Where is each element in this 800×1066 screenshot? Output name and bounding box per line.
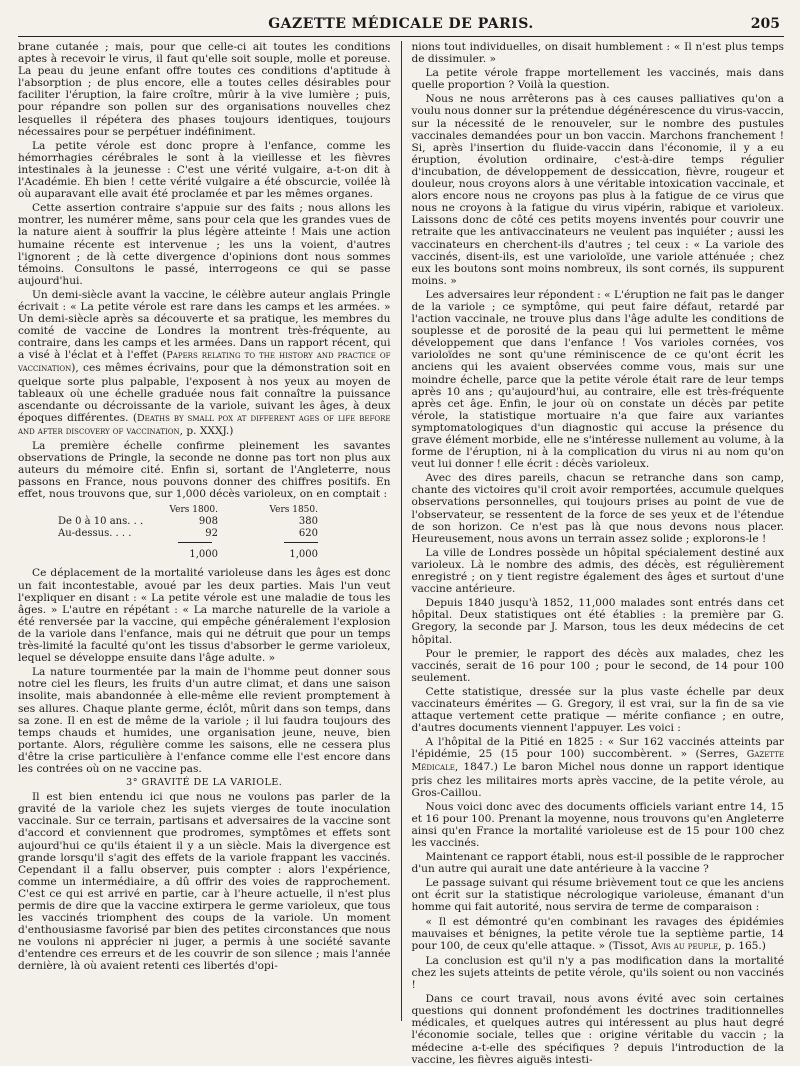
paragraph: Dans ce court travail, nous avons évité avec soin certaines questions qui donnent profondément les doctrines traditionnelles médicales, et quelques autres qui intéressent au plus haut degré l'économie sociale, telles que : origine véritable du vaccin ; la médecine a-t-elle des spécifiques ? depuis l'introduction de la vaccine, les fièvres aiguës intesti- bbox=[411, 993, 784, 1066]
paragraph: Maintenant ce rapport établi, nous est-il possible de le rapprocher d'un autre qui aurait une date antérieure à la vaccine ? bbox=[411, 851, 784, 876]
table-cell bbox=[58, 504, 148, 516]
table-header-cell: Vers 1800. bbox=[169, 505, 218, 516]
paragraph: Le passage suivant qui résume brièvement tout ce que les anciens ont écrit sur la statistique nécrologique varioleuse, émanant d'un homme qui fait autorité, nous servira de terme de comparaison : bbox=[411, 877, 784, 914]
table-rule bbox=[178, 542, 318, 543]
table-cell bbox=[58, 549, 148, 561]
column-divider bbox=[401, 41, 402, 1021]
table-cell: 92 bbox=[205, 528, 218, 540]
paragraph: Avec des dires pareils, chacun se retranche dans son camp, chante des victoires qu'il croit avoir remportées, accumule quelques observations personnelles, qui toujours prises au point de vue de l'observateur, se ressentent de la force de ses yeux et de l'étendue de son horizon. Ce n'est pas là que nous devons nous placer. Heureusement, nous avons un terrain assez solide ; explorons-le ! bbox=[411, 472, 784, 545]
paragraph bbox=[18, 289, 391, 438]
page-number: 205 bbox=[750, 16, 780, 32]
mortality-table bbox=[58, 504, 318, 561]
paragraph-text: Un demi-siècle avant la vaccine, le célèbre auteur anglais Pringle écrivait : « La petite vérole est rare dans les camps et les armées. » Un demi-siècle après sa découverte et sa pratique, les membres du comité de vaccine de Londres la montrent très-fréquente, au contraire, dans les camps et les armées. Dans un rapport récent, qui a visé à l'éclat et à l'effet ( bbox=[18, 288, 391, 362]
page-header bbox=[18, 14, 784, 37]
paragraph: La première échelle confirme pleinement les savantes observations de Pringle, la seconde ne donne pas tort non plus aux auteurs du mémoire cité. Enfin si, sortant de l'Angleterre, nous passons en France, nous pouvons donner des chiffres positifs. En effet, nous trouvons que, sur 1,000 décès varioleux, on en comptait : bbox=[18, 440, 391, 501]
table-row bbox=[58, 528, 318, 540]
table-cell: 380 bbox=[298, 516, 318, 528]
paragraph: Depuis 1840 jusqu'à 1852, 11,000 malades sont entrés dans cet hôpital. Deux statistiques ont été établies : la première par G. Gregory, la seconde par J. Marson, tous les deux médecins de cet hôpital. bbox=[411, 597, 784, 646]
table-cell: Au-dessus. . . . bbox=[58, 528, 132, 540]
reference: Papers relating to the history and practice of vaccination bbox=[18, 350, 391, 375]
paragraph bbox=[411, 916, 784, 953]
reference: Gazette Médicale bbox=[411, 749, 784, 774]
paragraph-text: A l'hôpital de la Pitié en 1825 : « Sur 162 vaccinés atteints par l'épidémie, 25 (15 pour 100) succombèrent. » (Serres, bbox=[411, 736, 784, 761]
paragraph: La nature tourmentée par la main de l'homme peut donner sous notre ciel les fleurs, les fruits d'un autre climat, et dans une saison insolite, mais abandonnée à elle-même elle revient promptement à ses allures. Chaque plante germe, éclôt, mûrit dans son temps, dans sa zone. Il en est de même de la variole ; il lui faudra toujours des temps chauds et humides, une organisation jeune, neuve, bien portante. Alors, régulière comme les saisons, elle ne cessera plus d'être la crise particulière à l'enfance comme elle l'est encore dans les contrées où on ne vaccine pas. bbox=[18, 666, 391, 775]
right-column bbox=[411, 41, 784, 1066]
paragraph: Il est bien entendu ici que nous ne voulons pas parler de la gravité de la variole chez les sujets vierges de toute inoculation vaccinale. Sur ce terrain, partisans et adversaires de la vaccine sont d'accord et conviennent que prodromes, symptômes et effets sont aujourd'hui ce qu'ils étaient il y a un siècle. Mais la divergence est grande lorsqu'il s'agit des effets de la variole frappant les vaccinés. Cependant il a fallu observer, puis compter : alors l'expérience, comme un intermédiaire, a dû offrir des voies de rapprochement. C'est ce qui est arrivé en partie, car à l'heure actuelle, il n'est plus permis de dire que la vaccine extirpera le germe varioleux, que tous les vaccinés triomphent des coups de la variole. Un moment d'enthousiasme favorisé par bien des petites circonstances que nous ne voulons ni apprécier ni juger, a permis à une société savante d'entendre ces erreurs et de les couvrir de son silence ; mais l'année dernière, là où avaient retenti ces libertés d'opi- bbox=[18, 791, 391, 973]
table-total-row bbox=[58, 549, 318, 561]
table-cell: 908 bbox=[198, 516, 218, 528]
paragraph: Cette assertion contraire s'appuie sur des faits ; nous allons les montrer, les numérer même, sans pour cela que les grandes vues de la nature aient à souffrir la plus légère atteinte ! Mais une action humaine récente est intervenue ; les uns la voient, d'autres l'ignorent ; de là cette divergence d'opinions dont nous sommes témoins. Consultons le passé, interrogeons ce qui se passe aujourd'hui. bbox=[18, 202, 391, 287]
paragraph-text: ), ces mêmes écrivains, pour que la démonstration soit en quelque sorte plus palpable, l'exposent à nos yeux au moyen de tableaux où une échelle graduée nous fait connaître la puissance ascendante ou décroissante de la variole, suivant les âges, à deux époques différentes. ( bbox=[18, 362, 391, 424]
paragraph: La petite vérole frappe mortellement les vaccinés, mais dans quelle proportion ? Voilà la question. bbox=[411, 67, 784, 92]
table-cell: 1,000 bbox=[189, 549, 218, 561]
table-cell: De 0 à 10 ans. . . bbox=[58, 516, 144, 528]
paragraph: brane cutanée ; mais, pour que celle-ci ait toutes les conditions aptes à recevoir le virus, il faut qu'elle soit souple, molle et poreuse. La peau du jeune enfant offre toutes ces conditions d'aptitude à l'absorption ; de plus encore, elle a toutes celles désirables pour faciliter l'éruption, la faire croître, mûrir à la vive lumière ; puis, pour répandre son pollen sur des organisations nouvelles chez lesquelles il répétera des phases toujours identiques, toujours nécessaires pour se perpétuer indéfiniment. bbox=[18, 41, 391, 138]
paragraph-text: , p. 165.) bbox=[717, 939, 766, 952]
left-column bbox=[18, 41, 391, 1021]
paragraph: Pour le premier, le rapport des décès aux malades, chez les vaccinés, serait de 16 pour 100 ; pour le second, de 14 pour 100 seulement. bbox=[411, 647, 784, 684]
paragraph bbox=[411, 736, 784, 798]
paragraph: nions tout individuelles, on disait humblement : « Il n'est plus temps de dissimuler. » bbox=[411, 41, 784, 66]
journal-title: GAZETTE MÉDICALE DE PARIS. bbox=[268, 16, 534, 32]
paragraph: Nous ne nous arrêterons pas à ces causes palliatives qu'on a voulu nous donner sur la prétendue dégénérescence du virus-vaccin, sur la nécessité de le renouveler, sur le nombre des pustules vaccinales demandées pour un bon vaccin. Marchons franchement ! Si, après l'insertion du fluide-vaccin dans l'économie, il y a eu éruption, évolution ordinaire, c'est-à-dire temps régulier d'incubation, de développement de dessiccation, fièvre, rougeur et douleur, nous croyons alors à une véritable intoxication vaccinale, et alors encore nous ne croyons pas plus à la fatigue de ce virus que nous ne croyons à la fatigue du virus vipérin, rabique et varioleux. Laissons donc de côté ces petits moyens inventés pour couvrir une retraite que les antivaccinateurs ne veulent pas inquiéter ; aussi les vaccinateurs en cherchent-ils d'autres ; tel ceux : « La variole des vaccinés, disent-ils, est une varioloïde, une variole atténuée ; chez eux les boutons sont moins nombreux, ils sont cornés, ils suppurent moins. » bbox=[411, 93, 784, 287]
section-heading: 3° GRAVITÉ DE LA VARIOLE. bbox=[126, 777, 283, 789]
reference: Avis au peuple bbox=[651, 940, 718, 952]
paragraph-text: , 1847.) Le baron Michel nous donne un rapport identique pris chez les militaires morts après vaccine, de la petite vérole, au Gros-Caillou. bbox=[411, 761, 784, 799]
table-cell: 620 bbox=[298, 528, 318, 540]
paragraph-text: , p. XXXJ.) bbox=[179, 424, 234, 437]
paragraph-text: « Il est démontré qu'en combinant les ravages des épidémies mauvaises et bénignes, la petite vérole tue la septième partie, 14 pour 100, de ceux qu'elle attaque. » (Tissot, bbox=[411, 915, 784, 952]
paragraph: La petite vérole est donc propre à l'enfance, comme les hémorrhagies cérébrales le sont à la vieillesse et les fièvres intestinales à la jeunesse : C'est une vérité vulgaire, a-t-on dit à l'Académie. Eh bien ! cette vérité vulgaire a été obscurcie, voilée là où auparavant elle avait été proclamée et par les mêmes organes. bbox=[18, 139, 391, 201]
paragraph: Nous voici donc avec des documents officiels variant entre 14, 15 et 16 pour 100. Prenant la moyenne, nous trouvons qu'en Angleterre ainsi qu'en France la mortalité varioleuse est de 15 pour 100 chez les vaccinés. bbox=[411, 800, 784, 849]
paragraph: Les adversaires leur répondent : « L'éruption ne fait pas le danger de la variole ; ce symptôme, qui peut faire défaut, retardé par l'action vaccinale, ne trouve plus dans l'âge adulte les conditions de souplesse et de porosité de la peau qui lui permettent le même développement que dans l'enfance ! Vos varioles cornées, vos varioloïdes ne sont qu'une réminiscence de ce qu'ont écrit les anciens qui les avaient observées comme vous, mais sur une moindre échelle, parce que la petite vérole était rare de leur temps après 10 ans ; qu'aujourd'hui, au contraire, elle est très-fréquente après cet âge. Enfin, le jour où on constate un décès par petite vérole, la statistique mortuaire n'a que faire aux variantes symptomatologiques d'un diagnostic qui accuse la présence du grave élément morbide, elle ne s'intéresse nullement au volume, à la forme de l'éruption, ni à la complication du virus ni au nom qu'on veut lui donner ! elle écrit : décès varioleux. bbox=[411, 288, 784, 471]
reference: Deaths by small pox at different ages of life before and after discovery of vaccination bbox=[18, 412, 391, 437]
paragraph: La conclusion est qu'il n'y a pas modification dans la mortalité chez les sujets atteints de petite vérole, qu'ils soient ou non vaccinés ! bbox=[411, 954, 784, 992]
paragraph: Cette statistique, dressée sur la plus vaste échelle par deux vaccinateurs émérites — G. Gregory, il est vrai, sur la fin de sa vie attaque vertement cette pratique — mérite confiance ; en outre, d'autres documents viennent l'appuyer. Les voici : bbox=[411, 685, 784, 735]
table-header-cell: Vers 1850. bbox=[269, 505, 318, 516]
table-cell: 1,000 bbox=[289, 549, 318, 561]
table-header bbox=[58, 504, 318, 516]
paragraph: Ce déplacement de la mortalité varioleuse dans les âges est donc un fait incontestable, avoué par les deux parties. Mais l'un veut l'expliquer en disant : « La petite vérole est une maladie de tous les âges. » L'autre en répétant : « La marche naturelle de la variole a été renversée par la vaccine, qui empêche généralement l'explosion de la variole dans l'enfance, mais qui ne détruit que pour un temps très-limité la faculté qu'ont les tissus d'absorber le germe varioleux, lequel se développe ensuite dans l'âge adulte. » bbox=[18, 567, 391, 665]
text-columns bbox=[18, 41, 784, 1066]
table-row bbox=[58, 516, 318, 528]
paragraph: La ville de Londres possède un hôpital spécialement destiné aux varioleux. Là le nombre des admis, des décès, est régulièrement enregistré ; on y tient registre également des âges et surtout d'une vaccine antérieure. bbox=[411, 546, 784, 596]
